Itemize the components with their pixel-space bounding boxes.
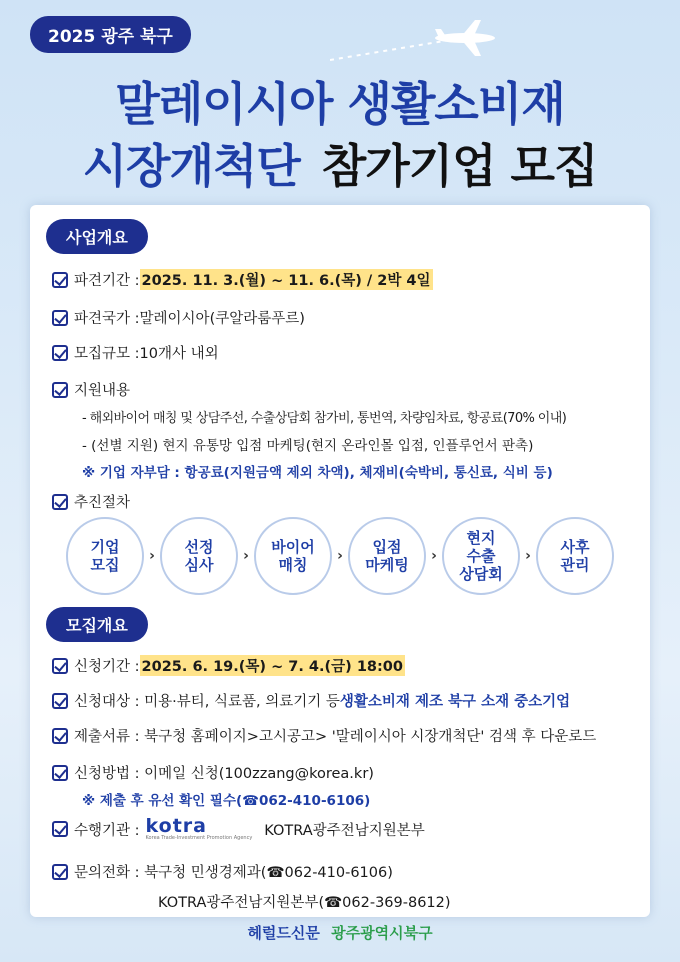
- row-text: 신청방법 : 이메일 신청(100zzang@korea.kr): [74, 766, 374, 782]
- check-icon: [52, 658, 68, 674]
- info-row: [52, 725, 596, 746]
- kotra-logo: [146, 817, 253, 841]
- kotra-logo-text: kotra: [145, 815, 207, 837]
- year-badge: 2025 광주 북구: [30, 16, 191, 53]
- chevron-right-icon: ›: [337, 548, 343, 564]
- title-line1: 말레이시아 생활소비재: [115, 77, 565, 131]
- info-row: [52, 655, 405, 676]
- check-icon: [52, 728, 68, 744]
- row-value: 말레이시아(쿠알라룸푸르): [139, 311, 305, 327]
- step-circle: [254, 517, 332, 595]
- section-label-overview: 사업개요: [46, 219, 148, 254]
- row-key: 파견기간 :: [74, 273, 140, 289]
- row-value: KOTRA광주전남지원본부: [264, 822, 425, 839]
- chevron-right-icon: ›: [525, 548, 531, 564]
- support-label: 지원내용: [74, 383, 131, 399]
- row-value: 10개사 내외: [139, 346, 219, 362]
- row-key: 신청대상 : 미용·뷰티, 식료품, 의료기기 등: [74, 694, 340, 710]
- step-label: 입점 마케팅: [365, 538, 409, 574]
- row-key: 신청기간 :: [74, 659, 140, 675]
- row-key: 파견국가 :: [74, 311, 140, 327]
- title-dark: 참가기업 모집: [321, 139, 598, 193]
- step-label: 사후 관리: [560, 538, 590, 574]
- process-steps: [66, 517, 614, 595]
- info-row: [52, 762, 374, 783]
- step-label: 바이어 매칭: [271, 538, 315, 574]
- row-value: 2025. 6. 19.(목) ~ 7. 4.(금) 18:00: [140, 655, 405, 676]
- method-note: ※ 제출 후 유선 확인 필수(☎062-410-6106): [82, 793, 371, 809]
- info-row: [52, 269, 433, 290]
- step-circle: [442, 517, 520, 595]
- step-label: 선정 심사: [184, 538, 214, 574]
- check-icon: [52, 864, 68, 880]
- info-row: [52, 861, 393, 882]
- step-label: 현지 수출 상담회: [459, 529, 503, 583]
- chevron-right-icon: ›: [243, 548, 249, 564]
- row-key: 수행기관 :: [74, 822, 140, 839]
- check-icon: [52, 494, 68, 510]
- check-icon: [52, 310, 68, 326]
- step-label: 기업 모집: [90, 538, 120, 574]
- row-text: 제출서류 : 북구청 홈페이지>고시공고> '말레이시아 시장개척단' 검색 후 다운로드: [74, 729, 597, 745]
- check-icon: [52, 821, 68, 837]
- airplane-icon: [330, 10, 530, 70]
- process-label: 추진절차: [74, 495, 131, 511]
- info-row: [52, 307, 305, 328]
- title-line2: [0, 130, 680, 196]
- info-row: [52, 817, 425, 841]
- watermark-text: 헤럴드신문: [247, 924, 320, 942]
- row-value: 생활소비재 제조 북구 소재 중소기업: [339, 694, 571, 710]
- check-icon: [52, 382, 68, 398]
- step-circle: [536, 517, 614, 595]
- check-icon: [52, 765, 68, 781]
- support-line: - 해외바이어 매칭 및 상담주선, 수출상담회 참가비, 통번역, 차량임차료, 항공료(70% 이내): [82, 411, 567, 426]
- info-row: [52, 342, 219, 363]
- row-text: 문의전화 : 북구청 민생경제과(☎062-410-6106): [74, 865, 393, 881]
- info-row: [52, 491, 130, 512]
- check-icon: [52, 693, 68, 709]
- chevron-right-icon: ›: [149, 548, 155, 564]
- check-icon: [52, 345, 68, 361]
- check-icon: [52, 272, 68, 288]
- row-value: 2025. 11. 3.(월) ~ 11. 6.(목) / 2박 4일: [140, 269, 433, 290]
- section-label-recruit: 모집개요: [46, 607, 148, 642]
- step-circle: [66, 517, 144, 595]
- kotra-logo-sub: Korea Trade-Investment Promotion Agency: [145, 835, 253, 841]
- step-circle: [348, 517, 426, 595]
- row-key: 모집규모 :: [74, 346, 140, 362]
- info-row: [52, 379, 130, 400]
- content-card: [30, 205, 650, 917]
- step-circle: [160, 517, 238, 595]
- contact2: KOTRA광주전남지원본부(☎062-369-8612): [158, 895, 451, 911]
- footer-logo: [0, 922, 680, 943]
- org-logo-text: 광주광역시북구: [331, 924, 433, 942]
- support-note: ※ 기업 자부담 : 항공료(지원금액 제외 차액), 체재비(숙박비, 통신료, 식비 등): [82, 465, 553, 481]
- support-line: - (선별 지원) 현지 유통망 입점 마케팅(현지 온라인몰 입점, 인플루언서 판촉): [82, 438, 534, 454]
- info-row: [52, 690, 570, 711]
- title-blue: 시장개척단: [82, 139, 300, 193]
- chevron-right-icon: ›: [431, 548, 437, 564]
